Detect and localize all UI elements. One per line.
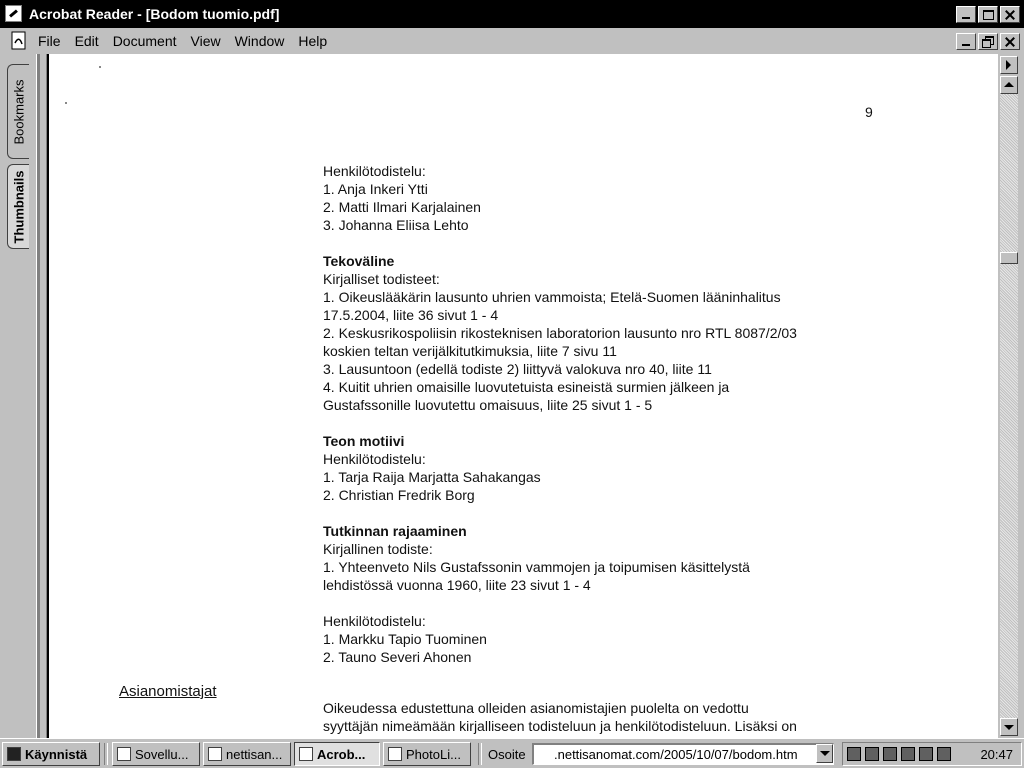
scroll-track[interactable] (1000, 94, 1018, 718)
text-line: 3. Johanna Eliisa Lehto (323, 217, 469, 233)
system-tray (842, 742, 1022, 766)
text-line: Gustafssonille luovutettu omaisuus, liite 25 sivut 1 - 5 (323, 397, 653, 413)
text-line: 3. Lausuntoon (edellä todiste 2) liittyvä valokuva nro 40, liite 11 (323, 361, 712, 377)
scroll-up-button[interactable] (1000, 76, 1018, 94)
document-section (323, 432, 883, 504)
text-line: koskien teltan verijälkitutkimuksia, liite 7 sivu 11 (323, 343, 617, 359)
windows-logo-icon (7, 747, 21, 761)
network-icon[interactable] (847, 747, 861, 761)
minimize-button[interactable] (956, 6, 976, 23)
address-input[interactable]: .nettisanomat.com/2005/10/07/bodom.htm (532, 743, 834, 765)
menu-edit[interactable]: Edit (74, 33, 99, 49)
document-section (323, 252, 883, 414)
arrow-right-icon (1006, 60, 1011, 70)
taskbar-divider (104, 743, 108, 765)
pdf-page (47, 54, 991, 738)
volume-icon[interactable] (901, 747, 915, 761)
start-label: Käynnistä (25, 746, 88, 762)
page-number: 9 (865, 104, 873, 120)
taskbar-button-label: Acrob... (317, 746, 366, 762)
document-body (323, 162, 883, 684)
taskbar-divider (478, 743, 482, 765)
document-section (323, 612, 883, 666)
navigation-pane (0, 54, 46, 738)
address-label: Osoite (488, 747, 526, 762)
tab-bookmarks[interactable] (7, 64, 29, 159)
paragraph (323, 699, 883, 735)
taskbar-button-acrobat[interactable] (294, 742, 380, 766)
text-line: Kirjallinen todiste: (323, 541, 433, 557)
antivirus-icon[interactable] (883, 747, 897, 761)
section-heading-asianomistajat: Asianomistajat (119, 683, 217, 700)
text-line: Oikeudessa edustettuna olleiden asianomistajien puolelta on vedottu (323, 700, 749, 716)
taskbar-button-label: nettisan... (226, 746, 283, 762)
search-icon[interactable] (865, 747, 879, 761)
chat-icon[interactable] (937, 747, 951, 761)
clock[interactable]: 20:47 (980, 747, 1013, 762)
acrobat-reader-icon (299, 747, 313, 761)
menu-window[interactable]: Window (234, 33, 285, 49)
doc-minimize-button[interactable] (956, 33, 976, 50)
text-line: 1. Markku Tapio Tuominen (323, 631, 487, 647)
menu-help[interactable]: Help (298, 33, 328, 49)
text-line: Kirjalliset todisteet: (323, 271, 440, 287)
section-heading: Tutkinnan rajaaminen (323, 523, 467, 539)
section-heading: Tekoväline (323, 253, 395, 269)
address-dropdown-button[interactable] (816, 744, 833, 763)
document-section (323, 162, 883, 234)
tab-thumbnails-label: Thumbnails (11, 170, 26, 243)
taskbar-button-nettisanomat[interactable] (203, 742, 291, 766)
image-editor-icon (388, 747, 402, 761)
people-icon[interactable] (919, 747, 933, 761)
menu-document[interactable]: Document (112, 33, 177, 49)
text-line: 1. Yhteenveto Nils Gustafssonin vammojen ja toipumisen käsittelystä (323, 559, 750, 575)
scroll-down-button[interactable] (1000, 718, 1018, 736)
text-line: syyttäjän nimeämään kirjalliseen todisteluun ja henkilötodisteluun. Lisäksi on (323, 718, 797, 734)
doc-close-button[interactable] (1000, 33, 1020, 50)
document-view[interactable] (46, 54, 999, 738)
menu-bar (0, 28, 1024, 54)
text-line: 4. Kuitit uhrien omaisille luovutetuista esineistä surmien jälkeen ja (323, 379, 730, 395)
scan-speck (99, 66, 101, 68)
menu-view[interactable]: View (190, 33, 221, 49)
text-line: 2. Tauno Severi Ahonen (323, 649, 472, 665)
window-title: Acrobat Reader - [Bodom tuomio.pdf] (29, 6, 280, 22)
arrow-up-icon (1004, 82, 1014, 87)
menu-file[interactable]: File (38, 33, 61, 49)
pdf-document-icon[interactable] (10, 31, 30, 51)
text-line: 2. Christian Fredrik Borg (323, 487, 475, 503)
taskbar-button-sovellu[interactable] (112, 742, 200, 766)
taskbar (0, 738, 1024, 768)
pane-splitter[interactable] (36, 54, 40, 738)
scroll-thumb[interactable] (1000, 252, 1018, 264)
text-line: 1. Tarja Raija Marjatta Sahakangas (323, 469, 541, 485)
tab-thumbnails[interactable] (7, 164, 29, 249)
text-line: Henkilötodistelu: (323, 613, 426, 629)
section-heading: Teon motiivi (323, 433, 405, 449)
start-button[interactable] (2, 742, 100, 766)
browser-icon (208, 747, 222, 761)
acrobat-reader-icon[interactable] (5, 5, 22, 22)
text-line: Henkilötodistelu: (323, 163, 426, 179)
taskbar-button-label: Sovellu... (135, 746, 189, 762)
vertical-scrollbar[interactable] (998, 54, 1024, 738)
tab-bookmarks-label: Bookmarks (11, 78, 26, 145)
maximize-button[interactable] (978, 6, 998, 23)
text-line: Henkilötodistelu: (323, 451, 426, 467)
taskbar-button-label: PhotoLi... (406, 746, 461, 762)
taskbar-button-photoline[interactable] (383, 742, 471, 766)
text-line: 1. Anja Inkeri Ytti (323, 181, 428, 197)
page-next-button[interactable] (1000, 56, 1018, 74)
text-line: 1. Oikeuslääkärin lausunto uhrien vammoista; Etelä-Suomen lääninhalitus (323, 289, 781, 305)
arrow-down-icon (1004, 725, 1014, 730)
text-line: 17.5.2004, liite 36 sivut 1 - 4 (323, 307, 499, 323)
document-section (323, 522, 883, 594)
scan-speck (65, 102, 67, 104)
text-line: 2. Keskusrikospoliisin rikosteknisen laboratorion lausunto nro RTL 8087/2/03 (323, 325, 797, 341)
close-button[interactable] (1000, 6, 1020, 23)
window-title-bar[interactable] (0, 0, 1024, 28)
application-icon (117, 747, 131, 761)
text-line: lehdistössä vuonna 1960, liite 23 sivut 1 - 4 (323, 577, 591, 593)
text-line: 2. Matti Ilmari Karjalainen (323, 199, 481, 215)
doc-restore-button[interactable] (978, 33, 998, 50)
